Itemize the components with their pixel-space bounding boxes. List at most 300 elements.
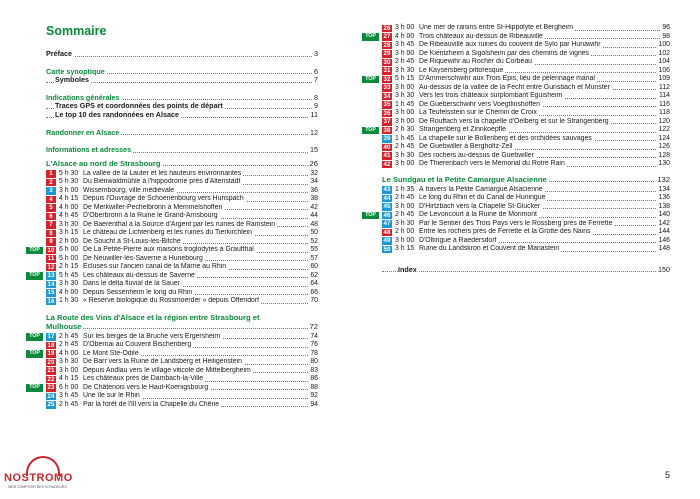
- intro-entries: [46, 50, 318, 155]
- route-duration: 2 h 15: [59, 263, 79, 271]
- route-name: Le Kaysersberg pittoresque: [419, 66, 504, 74]
- route-page: 34: [310, 178, 318, 186]
- route-duration: 3 h 30: [395, 219, 415, 227]
- route-name: Les châteaux au-dessus de Saverne: [83, 271, 195, 279]
- route-duration: 1 h 30: [59, 297, 79, 305]
- route-name: D'Ammerschwihr aux Trois Epis, lieu de pèlerinage marial: [419, 75, 595, 82]
- route-name: Une île sur le Rhin: [83, 392, 140, 400]
- route-number-badge: 11: [47, 255, 55, 263]
- route-row-3[interactable]: [46, 187, 318, 196]
- route-duration: 3 h 15: [395, 245, 415, 252]
- route-duration: 3 h 30: [59, 358, 79, 366]
- route-name: Dans le delta fluvial de la Sauer: [83, 280, 180, 288]
- route-name: Par la forêt de l'Ill vers la Chapelle du Chêne: [83, 400, 220, 408]
- route-name: « Réserve biologique du Rossmoerder » depuis Offendorf: [83, 297, 260, 305]
- route-duration: 6 h 00: [59, 383, 79, 391]
- route-page: 128: [658, 151, 670, 159]
- route-number-badge: 6: [46, 213, 56, 221]
- route-row-24[interactable]: [46, 392, 318, 401]
- route-number-badge: 10: [47, 246, 55, 254]
- toc-entry-page: 6: [314, 66, 318, 76]
- route-duration: 3 h 30: [395, 66, 415, 74]
- route-row-13[interactable]: [29, 271, 318, 281]
- toc-entry-page: 3: [314, 49, 318, 58]
- route-name: La Teufelsstein sur le Chemin de Croix: [419, 109, 537, 116]
- route-duration: 3 h 30: [59, 280, 79, 288]
- route-name: De Levoncourt à la Ruine de Morimont: [419, 211, 537, 218]
- route-row-30[interactable]: [382, 58, 670, 67]
- route-duration: 3 h 45: [59, 392, 79, 400]
- section-title-cont: Mulhouse: [46, 321, 82, 331]
- route-number-badge: 34: [383, 92, 391, 100]
- route-name: Strangenberg et Zinnkoepfle: [419, 126, 506, 133]
- route-page: 106: [658, 66, 670, 74]
- route-number-badge: 18: [47, 341, 55, 349]
- route-row-48[interactable]: [382, 228, 670, 237]
- route-duration: 5 h 45: [59, 271, 79, 279]
- route-duration: 3 h 00: [59, 366, 79, 374]
- route-page: 116: [659, 100, 670, 108]
- route-duration: 2 h 45: [395, 194, 415, 201]
- route-page: 44: [310, 212, 318, 220]
- top-badge: TOP: [26, 333, 43, 341]
- route-page: 76: [310, 341, 318, 349]
- route-duration: 4 h 00: [59, 203, 79, 211]
- route-page: 114: [659, 92, 670, 99]
- route-name: Une mer de raisins entre St-Hippolyte et Bergheim: [419, 24, 573, 31]
- route-duration: 2 h 45: [395, 211, 415, 218]
- route-page: 66: [310, 288, 318, 296]
- route-number-badge: 15: [47, 289, 55, 297]
- logo-brand: NOSTROMO: [4, 472, 73, 484]
- route-name: D'Oberbronn à la Ruine le Grand-Arnsbourg: [83, 212, 218, 220]
- route-name: À travers la Petite Camargue Alsacienne: [419, 185, 543, 193]
- route-name: Depuis Andlau vers le village viticole de Mittelbergheim: [83, 366, 251, 374]
- route-duration: 3 h 00: [395, 202, 415, 210]
- route-page: 118: [659, 109, 670, 116]
- route-number-badge: 26: [383, 24, 391, 32]
- route-number-badge: 44: [383, 194, 391, 202]
- route-duration: 4 h 00: [59, 288, 79, 296]
- route-row-19[interactable]: [29, 349, 318, 359]
- route-duration: 3 h 30: [395, 151, 415, 159]
- toc-entry-label: Symboles: [55, 76, 89, 85]
- route-name: De Thierenbach vers le Mémorial du Rotre Rain: [419, 160, 565, 167]
- top-badge: TOP: [26, 384, 43, 392]
- route-row-14[interactable]: [46, 280, 318, 289]
- route-page: 98: [662, 32, 670, 40]
- left-sections: [29, 158, 318, 410]
- route-name: Depuis Sessenheim le long du Rhin: [83, 288, 193, 296]
- route-row-9[interactable]: [46, 238, 318, 247]
- route-row-23[interactable]: [29, 383, 318, 393]
- route-page: 148: [658, 245, 670, 252]
- route-number-badge: 30: [383, 58, 391, 66]
- route-page: 144: [658, 228, 670, 235]
- route-number-badge: 17: [47, 333, 55, 341]
- route-row-37[interactable]: [382, 118, 670, 127]
- route-name: Au-dessus de la vallée de la Fecht entre Gunsbach et Munster: [419, 83, 610, 91]
- toc-entry-label: Le top 10 des randonnées en Alsace: [55, 110, 179, 119]
- route-duration: 3 h 15: [59, 229, 79, 237]
- route-row-34[interactable]: [382, 92, 670, 101]
- route-name: De Rouffach vers la chapelle d'Oelberg et sur le Strangenberg: [419, 117, 609, 125]
- route-number-badge: 28: [383, 41, 391, 49]
- route-duration: 4 h 00: [395, 32, 415, 40]
- section-page: 72: [309, 321, 318, 331]
- route-row-35[interactable]: [382, 101, 670, 110]
- route-page: 48: [310, 220, 318, 228]
- right-route-list: [365, 24, 670, 169]
- route-row-32[interactable]: [365, 75, 670, 84]
- route-duration: 6 h 00: [59, 246, 79, 254]
- route-name: Entre les rochers près de Ferrette et la Grotte des Nains: [419, 228, 591, 235]
- route-row-26[interactable]: [382, 24, 670, 33]
- route-row-8[interactable]: [46, 229, 318, 238]
- route-number-badge: 16: [47, 297, 55, 305]
- route-row-42[interactable]: [382, 160, 670, 169]
- toc-entry-label: Préface: [46, 50, 72, 58]
- route-row-27[interactable]: [365, 32, 670, 42]
- route-row-12[interactable]: [46, 263, 318, 272]
- route-duration: 3 h 00: [395, 236, 415, 244]
- route-page: 124: [658, 134, 670, 142]
- route-number-badge: 50: [383, 245, 391, 253]
- route-name: De Châtenois vers le Haut-Koenigsbourg: [83, 383, 209, 391]
- toc-entry-label: Informations et adresses: [46, 146, 132, 155]
- route-page: 55: [310, 246, 318, 254]
- route-number-badge: 3: [46, 187, 56, 195]
- route-duration: 4 h 15: [59, 195, 79, 203]
- route-row-50[interactable]: [382, 245, 670, 254]
- route-number-badge: 7: [46, 221, 56, 229]
- section-title: L'Alsace au nord de Strasbourg: [46, 158, 161, 168]
- route-page: 92: [310, 392, 318, 400]
- toc-entry[interactable]: [46, 68, 318, 77]
- route-row-38[interactable]: [365, 126, 670, 135]
- sundgau-route-list: [365, 184, 670, 254]
- route-page: 104: [658, 58, 670, 65]
- route-duration: 4 h 00: [59, 349, 79, 357]
- route-number-badge: 47: [383, 220, 391, 227]
- route-row-49[interactable]: [382, 237, 670, 246]
- route-page: 52: [310, 237, 318, 245]
- toc-entry-page: 7: [314, 75, 318, 85]
- route-page: 38: [310, 195, 318, 203]
- route-page: 42: [310, 203, 318, 211]
- route-page: 100: [658, 41, 670, 48]
- route-page: 102: [658, 49, 670, 57]
- route-name: De Ribeauvillé aux ruines du couvent de Sylo par Hunawihr: [419, 41, 601, 48]
- route-page: 146: [658, 236, 670, 244]
- route-page: 120: [658, 117, 670, 125]
- route-name: Trois châteaux au-dessus de Ribeauvillé: [419, 32, 543, 40]
- route-number-badge: 38: [383, 126, 391, 134]
- route-duration: 4 h 15: [59, 375, 79, 383]
- route-duration: 5 h 30: [59, 169, 79, 177]
- toc-entry-label: Carte synoptique: [46, 67, 105, 76]
- route-row-31[interactable]: [382, 67, 670, 76]
- route-name: D'Hirtzbach vers la Chapelle St-Glucker: [419, 202, 541, 210]
- route-duration: 2 h 00: [395, 228, 415, 235]
- section-header-sundgau[interactable]: Le Sundgau et la Petite Camargue Alsacienne 132: [382, 174, 670, 184]
- toc-entry-page: 8: [314, 92, 318, 102]
- route-row-21[interactable]: [46, 367, 318, 376]
- route-page: 32: [310, 169, 318, 177]
- toc-entry[interactable]: [46, 146, 318, 155]
- route-name: Du Bienwaldmühle à l'hippodrome près d'Altenstadt: [83, 178, 241, 186]
- route-page: 62: [310, 271, 318, 279]
- route-row-43[interactable]: [382, 186, 670, 195]
- route-name: Ruine du Landskron et Couvent de Mariastein: [419, 245, 560, 252]
- route-page: 88: [310, 383, 318, 391]
- route-duration: 2 h 45: [59, 341, 79, 349]
- route-duration: 3 h 45: [395, 41, 415, 48]
- route-row-22[interactable]: [46, 375, 318, 384]
- route-number-badge: 25: [47, 401, 55, 409]
- route-row-4[interactable]: [46, 195, 318, 204]
- route-row-40[interactable]: [382, 143, 670, 152]
- route-page: 122: [658, 126, 670, 133]
- logo-tagline: WEB COMPTOIR DES VOYAGEURS: [8, 485, 67, 489]
- route-row-46[interactable]: [365, 211, 670, 220]
- top-badge: TOP: [362, 127, 379, 135]
- route-page: 109: [658, 75, 670, 82]
- route-name: Des rochers au-dessus de Guebwiller: [419, 151, 534, 159]
- toc-entry[interactable]: [46, 50, 318, 59]
- route-row-5[interactable]: [46, 204, 318, 213]
- route-duration: 1 h 45: [395, 100, 415, 108]
- route-page: 83: [310, 366, 318, 374]
- toc-entry-page: 15: [310, 145, 318, 155]
- route-number-badge: 20: [47, 358, 55, 366]
- route-name: Wissembourg, ville médiévale: [83, 186, 175, 194]
- route-name: Vers les trois châteaux surplombant Eguisheim: [419, 92, 563, 99]
- route-number-badge: 41: [383, 152, 391, 159]
- route-number-badge: 35: [383, 101, 391, 108]
- route-duration: 3 h 00: [395, 24, 415, 31]
- route-duration: 3 h 00: [395, 83, 415, 91]
- route-number-badge: 40: [383, 143, 391, 151]
- toc-entry[interactable]: [46, 111, 318, 120]
- route-duration: 2 h 00: [59, 237, 79, 245]
- route-number-badge: 39: [383, 135, 391, 142]
- route-page: 136: [658, 194, 670, 201]
- route-page: 86: [310, 375, 318, 383]
- route-number-badge: 5: [46, 204, 56, 212]
- route-number-badge: 31: [383, 67, 391, 74]
- route-page: 134: [658, 185, 670, 193]
- route-row-39[interactable]: [382, 135, 670, 144]
- route-row-16[interactable]: [46, 297, 318, 306]
- route-number-badge: 37: [383, 118, 391, 125]
- route-name: Les châteaux près de Dambach-la-Ville: [83, 375, 204, 383]
- route-page: 142: [658, 219, 670, 227]
- section-header[interactable]: [46, 313, 318, 322]
- route-duration: 2 h 45: [59, 332, 79, 340]
- route-name: De Barr vers la Ruine de Landsberg et Heiligenstein: [83, 358, 242, 366]
- route-name: Par le Sentier des Trois Pays vers le Rossberg près de Ferrette: [419, 219, 613, 227]
- toc-entry-page: 9: [314, 101, 318, 111]
- route-row-41[interactable]: [382, 152, 670, 161]
- index-entry[interactable]: Index 150: [382, 266, 670, 275]
- route-number-badge: 48: [383, 228, 391, 236]
- route-number-badge: 12: [47, 263, 55, 271]
- route-row-2[interactable]: [46, 178, 318, 187]
- top-badge: TOP: [362, 33, 379, 41]
- left-column: [29, 24, 318, 409]
- route-page: 74: [310, 332, 318, 340]
- route-duration: 3 h 30: [395, 92, 415, 99]
- route-row-29[interactable]: [382, 50, 670, 59]
- route-duration: 2 h 45: [395, 143, 415, 150]
- route-duration: 2 h 45: [59, 400, 79, 408]
- route-name: Le long du Rhin et du Canal de Huningue: [419, 194, 546, 201]
- route-duration: 1 h 35: [395, 185, 415, 193]
- section-header-cont[interactable]: [46, 322, 318, 331]
- route-duration: 4 h 45: [59, 212, 79, 220]
- route-row-28[interactable]: [382, 41, 670, 50]
- route-row-20[interactable]: [46, 358, 318, 367]
- route-number-badge: 19: [47, 350, 55, 358]
- route-name: Le Mont Ste-Odile: [83, 349, 139, 357]
- route-name: De Soucht à St-Louis-lès-Bitche: [83, 237, 181, 245]
- route-row-25[interactable]: [46, 401, 318, 410]
- top-badge: TOP: [26, 272, 43, 280]
- route-row-17[interactable]: [29, 332, 318, 342]
- route-number-badge: 45: [383, 203, 391, 210]
- toc-entry-label: Indications générales: [46, 93, 120, 102]
- route-name: De Neuwiller-lès-Saverne à Hunebourg: [83, 254, 203, 262]
- route-number-badge: 14: [47, 280, 55, 288]
- route-duration: 3 h 00: [395, 117, 415, 125]
- route-duration: 5 h 00: [59, 254, 79, 262]
- route-row-45[interactable]: [382, 203, 670, 212]
- route-duration: 3 h 00: [395, 109, 415, 116]
- route-name: La vallée de la Lauter et les hauteurs environnantes: [83, 169, 242, 177]
- route-name: La chapelle sur le Bollenberg et des orchidées sauvages: [419, 134, 592, 142]
- route-number-badge: 9: [46, 238, 56, 246]
- route-name: Sur les berges de la Bruche vers Ergersheim: [83, 332, 221, 340]
- route-number-badge: 32: [383, 75, 391, 83]
- toc-entry-label: Traces GPS et coordonnées des points de départ: [55, 102, 223, 111]
- toc-entry[interactable]: [46, 129, 318, 138]
- route-row-10[interactable]: [29, 246, 318, 255]
- route-duration: 3 h 00: [59, 186, 79, 194]
- route-number-badge: 13: [47, 272, 55, 280]
- route-name: Écluses sur l'ancien canal de la Marne au Rhin: [83, 263, 227, 271]
- section-header[interactable]: [46, 159, 318, 168]
- route-row-18[interactable]: [46, 341, 318, 350]
- route-page: 80: [310, 358, 318, 366]
- route-page: 138: [658, 202, 670, 210]
- route-row-33[interactable]: [382, 84, 670, 93]
- route-row-7[interactable]: [46, 221, 318, 230]
- route-page: 36: [310, 186, 318, 194]
- route-name: De Riquewihr au Rocher du Corbeau: [419, 58, 532, 65]
- route-name: De Gueberschwihr vers Voegtlinshoffen: [419, 100, 540, 108]
- route-number-badge: 2: [46, 179, 56, 187]
- route-page: 112: [659, 83, 670, 91]
- route-number-badge: 36: [383, 109, 391, 117]
- toc-entry[interactable]: [46, 102, 318, 111]
- route-row-6[interactable]: [46, 212, 318, 221]
- route-row-36[interactable]: [382, 109, 670, 118]
- route-number-badge: 8: [46, 230, 56, 238]
- route-number-badge: 49: [383, 237, 391, 244]
- toc-entry[interactable]: [46, 94, 318, 103]
- route-name: De La Petite-Pierre aux maisons troglodytes à Graufthal: [83, 246, 254, 254]
- right-column: [365, 24, 670, 274]
- toc-entry-label: Randonner en Alsace: [46, 128, 120, 137]
- route-page: 78: [310, 349, 318, 357]
- route-row-15[interactable]: [46, 289, 318, 298]
- route-duration: 5 h 30: [59, 178, 79, 186]
- route-page: 57: [310, 254, 318, 262]
- route-row-11[interactable]: [46, 255, 318, 264]
- route-number-badge: 21: [47, 367, 55, 375]
- section-title: La Route des Vins d'Alsace et la région entre Strasbourg et: [46, 312, 260, 322]
- route-name: D'Obernai au Couvent Bischenberg: [83, 341, 192, 349]
- route-duration: 2 h 30: [395, 126, 415, 133]
- route-page: 96: [662, 24, 670, 31]
- route-duration: 5 h 15: [395, 75, 415, 82]
- route-name: De Guebwiller à Bergholtz-Zell: [419, 143, 513, 150]
- route-duration: 3 h 00: [395, 160, 415, 167]
- route-row-47[interactable]: [382, 220, 670, 229]
- route-duration: 1 h 45: [395, 134, 415, 142]
- route-page: 94: [310, 400, 318, 408]
- route-duration: 3 h 00: [395, 49, 415, 57]
- route-number-badge: 4: [46, 196, 56, 204]
- route-number-badge: 42: [383, 160, 391, 168]
- route-name: Le château de Lichtenberg et les ruines du Tierkirchlein: [83, 229, 252, 237]
- route-row-44[interactable]: [382, 194, 670, 203]
- toc-entry-page: 12: [310, 127, 318, 137]
- top-badge: TOP: [362, 76, 379, 84]
- route-name: De Baerenthal à la Source d'Argent par les ruines de Ramstein: [83, 220, 276, 228]
- route-duration: 2 h 45: [395, 58, 415, 65]
- section-page: 26: [309, 158, 318, 168]
- route-number-badge: 29: [383, 50, 391, 57]
- route-number-badge: 22: [47, 375, 55, 383]
- route-page: 126: [658, 143, 670, 150]
- route-number-badge: 33: [383, 84, 391, 91]
- route-number-badge: 1: [46, 170, 56, 178]
- toc-entry[interactable]: [46, 76, 318, 85]
- route-number-badge: 43: [383, 186, 391, 193]
- route-number-badge: 46: [383, 211, 391, 219]
- route-page: 130: [658, 160, 670, 167]
- route-name: De Merkwiller-Pechelbronn à Memmelshoffen: [83, 203, 223, 211]
- route-page: 140: [658, 211, 670, 218]
- route-duration: 3 h 30: [59, 220, 79, 228]
- route-number-badge: 24: [47, 392, 55, 400]
- route-name: De Kientzheim à Sigolsheim par des chemins de vignes: [419, 49, 590, 57]
- route-page: 50: [310, 229, 318, 237]
- route-name: D'Oltingue à Raedersdorf: [419, 236, 497, 244]
- route-page: 64: [310, 280, 318, 288]
- route-number-badge: 27: [383, 33, 391, 40]
- route-page: 60: [310, 263, 318, 271]
- top-badge: TOP: [26, 350, 43, 358]
- nostromo-logo: [4, 456, 80, 492]
- top-badge: TOP: [26, 247, 43, 255]
- route-row-1[interactable]: [46, 170, 318, 179]
- route-page: 70: [310, 297, 318, 305]
- page-number: 5: [665, 470, 671, 480]
- toc-entry-page: 11: [310, 109, 318, 119]
